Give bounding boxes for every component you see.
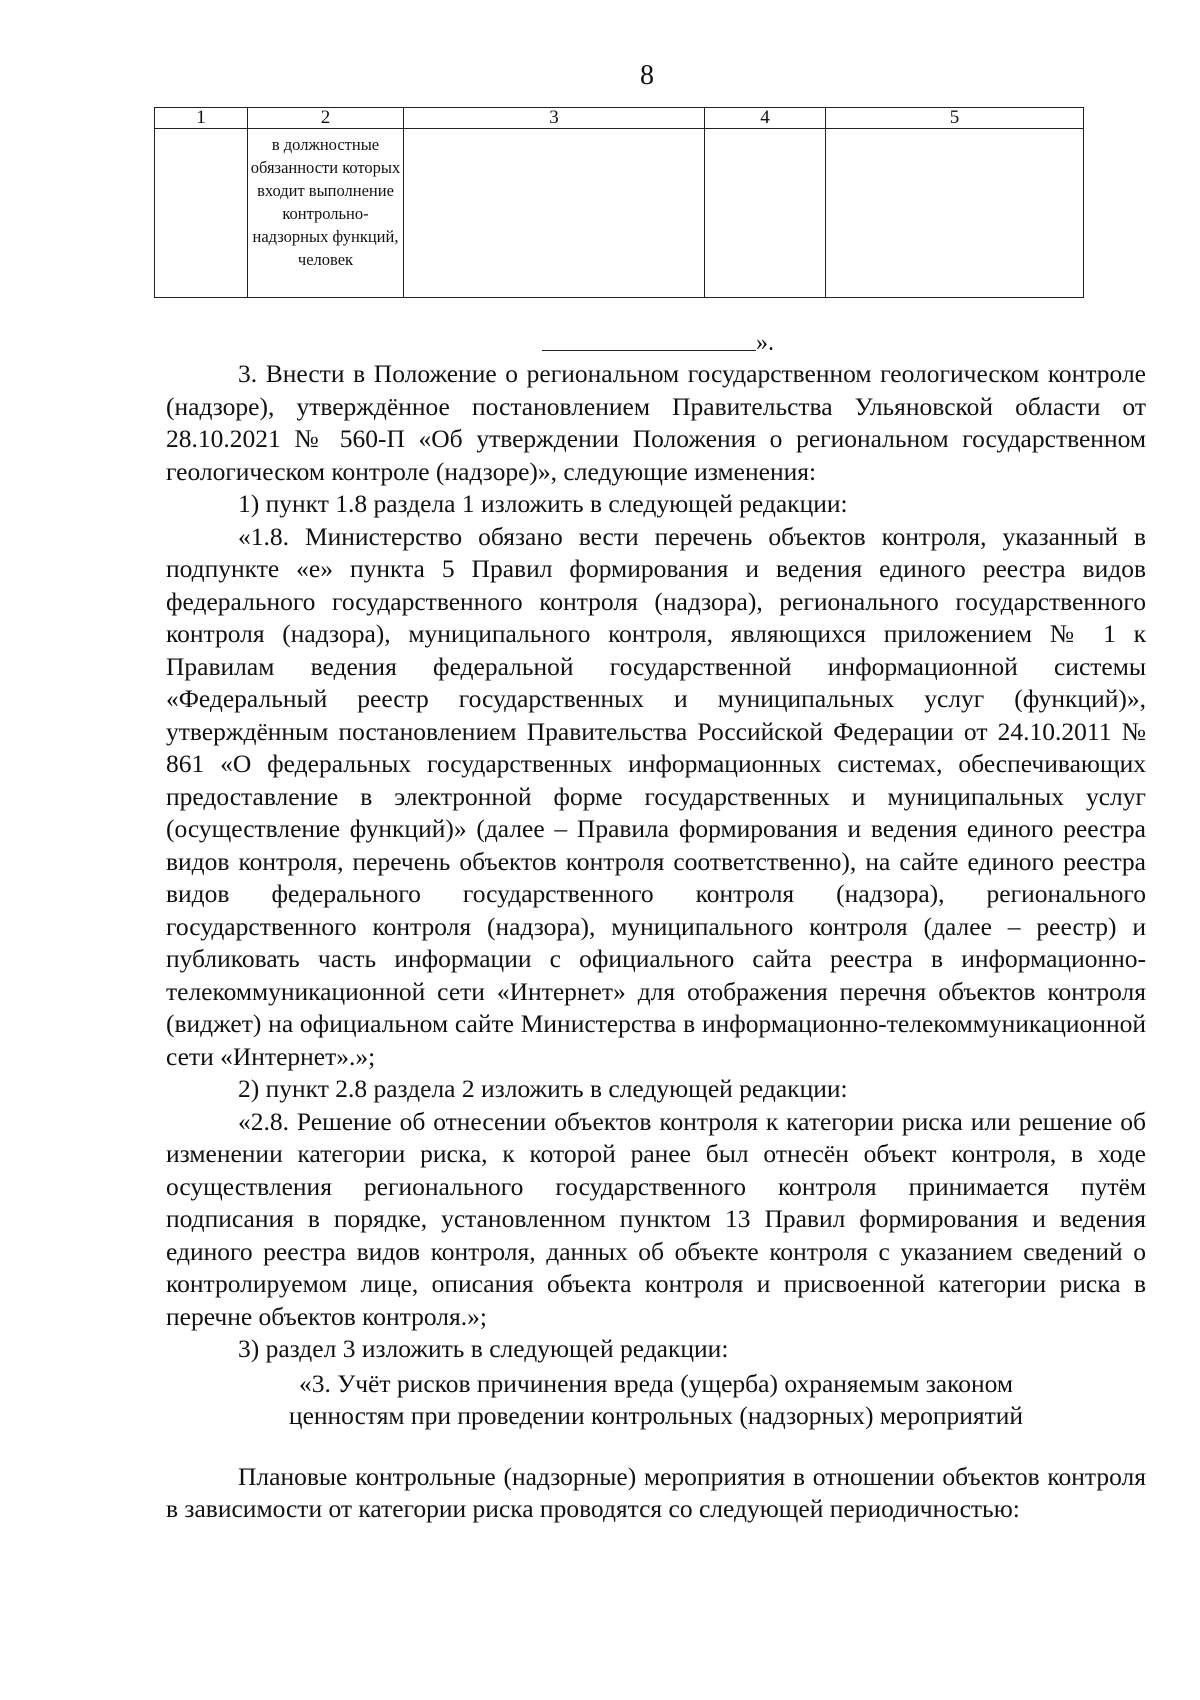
table-cell-2: в должностные обязанности которых входит выполнение контрольно-надзорных функций, человек [248, 129, 404, 298]
paragraph: «2.8. Решение об отнесении объектов контроля к категории риска или решение об изменении категории риска, к которой ранее был отнесён объект контроля, в ходе осуществления регионального государственного контроля принимается путём подписания в порядке, установленном пунктом 13 Правил формирования и ведения единого реестра видов контроля, данных об объекте контроля с указанием сведений о контролируемом лице, описания объекта контроля и присвоенной категории риска в перечне объектов контроля.»; [166, 1106, 1146, 1331]
section-heading-line-2: ценностям при проведении контрольных (надзорных) мероприятий [288, 1401, 1024, 1430]
continuation-table [154, 107, 1084, 298]
table-cell-3 [404, 129, 705, 298]
paragraph: 1) пункт 1.8 раздела 1 изложить в следующей редакции: [238, 489, 848, 518]
table-cell-5 [826, 129, 1084, 298]
header-cell-4: 4 [705, 108, 826, 129]
paragraph: 2) пункт 2.8 раздела 2 изложить в следующей редакции: [238, 1074, 848, 1103]
closing-quote [542, 330, 774, 357]
final-paragraph: Плановые контрольные (надзорные) мероприятия в отношении объектов контроля в зависимости от категории риска проводятся со следующей периодичностью: [166, 1461, 1146, 1523]
header-cell-2: 2 [248, 108, 404, 129]
closing-underline [542, 330, 756, 351]
page-number: 8 [640, 60, 654, 91]
header-cell-1: 1 [155, 108, 248, 129]
table-header-row [155, 108, 1084, 129]
table-cell-4 [705, 129, 826, 298]
section-heading-line-1: «3. Учёт рисков причинения вреда (ущерба) охраняемым законом [298, 1368, 1014, 1398]
closing-quote-text: ». [756, 330, 774, 356]
table-row [155, 129, 1084, 298]
table-cell-1 [155, 129, 248, 298]
document-body [166, 358, 1146, 1526]
header-cell-3: 3 [404, 108, 705, 129]
paragraph: 3. Внести в Положение о региональном государственном геологическом контроле (надзоре), утверждённое постановлением Правительства Ульяновской области от 28.10.2021 № 560-П «Об утверждении Положения о региональном государственном геологическом контроле (надзоре)», следующие изменения: [166, 359, 1146, 486]
paragraph: 3) раздел 3 изложить в следующей редакции: [238, 1334, 729, 1363]
paragraph: «1.8. Министерство обязано вести перечень объектов контроля, указанный в подпункте «е» пункта 5 Правил формирования и ведения единого реестра видов федерального государственного контроля (надзора), регионального государственного контроля (надзора), муниципального контроля, являющихся приложением № 1 к Правилам ведения федеральной государственной информационной системы «Федеральный реестр государственных и муниципальных услуг (функций)», утверждённым постановлением Правительства Российской Федерации от 24.10.2011 № 861 «О федеральных государственных информационных системах, обеспечивающих предоставление в электронной форме государственных и муниципальных услуг (осуществление функций)» (далее – Правила формирования и ведения единого реестра видов контроля, перечень объектов контроля соответственно), на сайте единого реестра видов федерального государственного контроля (надзора), регионального государственного контроля (надзора), муниципального контроля (далее – реестр) и публиковать часть информации с официального сайта реестра в информационно-телекоммуникационной сети «Интернет» для отображения перечня объектов контроля (виджет) на официальном сайте Министерства в информационно-телекоммуникационной сети «Интернет».»; [166, 521, 1146, 1071]
header-cell-5: 5 [826, 108, 1084, 129]
